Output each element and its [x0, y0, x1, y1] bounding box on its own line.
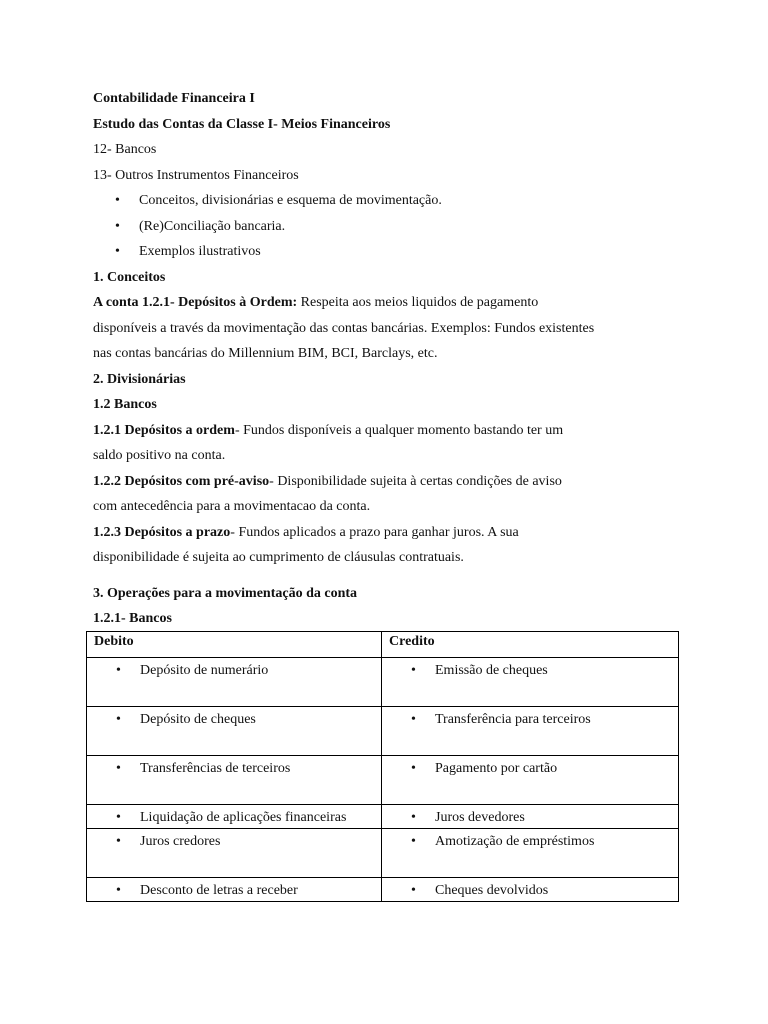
document-body — [93, 86, 693, 632]
bullet-icon: • — [411, 663, 416, 678]
section-3-heading: 3. Operações para a movimentação da conta — [93, 585, 358, 601]
conta-text: Respeita aos meios liquidos de pagamento — [297, 295, 539, 310]
table-row — [87, 805, 679, 829]
bullet-item — [93, 188, 693, 214]
debit-cell — [87, 878, 382, 902]
bullet-icon: • — [116, 761, 121, 776]
cell-text: Liquidação de aplicações financeiras — [140, 810, 347, 825]
bullet-icon: • — [115, 218, 120, 234]
doc-title: Contabilidade Financeira I — [93, 91, 255, 106]
bullet-icon: • — [411, 810, 416, 825]
divisionaria-2 — [93, 469, 693, 495]
cell-text: Transferência para terceiros — [435, 712, 591, 727]
bullet-icon: • — [116, 883, 121, 898]
table-row — [87, 658, 679, 707]
bullet-icon: • — [116, 663, 121, 678]
table-row — [87, 707, 679, 756]
bullet-icon: • — [116, 712, 121, 727]
debit-cell — [87, 756, 382, 805]
bullet-item — [93, 214, 693, 240]
cell-text: Juros credores — [140, 834, 221, 849]
debit-cell — [87, 707, 382, 756]
column-header-credito: Credito — [382, 632, 679, 658]
section-1-heading: 1. Conceitos — [93, 269, 166, 285]
credit-cell — [382, 707, 679, 756]
cell-text: Emissão de cheques — [435, 663, 548, 678]
divisionaria-label: 1.2.3 Depósitos a prazo — [93, 524, 231, 540]
divisionaria-label: 1.2.2 Depósitos com pré-aviso — [93, 473, 270, 489]
cell-text: Pagamento por cartão — [435, 761, 558, 776]
bullet-icon: • — [411, 712, 416, 727]
divisionaria-3 — [93, 520, 693, 546]
debit-cell — [87, 658, 382, 707]
section-2-sub: 1.2 Bancos — [93, 397, 157, 412]
divisionaria-text: - Disponibilidade sujeita à certas condições de aviso — [269, 473, 562, 489]
bullet-icon: • — [115, 193, 120, 208]
credit-cell — [382, 805, 679, 829]
debit-cell — [87, 829, 382, 878]
bullet-text: (Re)Conciliação bancaria. — [139, 218, 286, 234]
bullet-icon: • — [116, 810, 121, 825]
divisionaria-1 — [93, 418, 693, 444]
cell-text: Transferências de terceiros — [140, 761, 291, 776]
column-header-debito: Debito — [87, 632, 382, 658]
divisionaria-text: - Fundos aplicados a prazo para ganhar juros. A sua — [230, 524, 519, 540]
movement-table — [86, 631, 679, 902]
doc-subtitle: Estudo das Contas da Classe I- Meios Financeiros — [93, 116, 391, 132]
item-bancos: 12- Bancos — [93, 142, 157, 157]
spacer — [93, 571, 693, 581]
bullet-icon: • — [411, 834, 416, 849]
section-2-heading: 2. Divisionárias — [93, 371, 186, 387]
bullet-icon: • — [411, 883, 416, 898]
item-outros-instrumentos: 13- Outros Instrumentos Financeiros — [93, 167, 299, 183]
table-row — [87, 878, 679, 902]
divisionaria-1-cont: saldo positivo na conta. — [93, 448, 226, 463]
cell-text: Depósito de numerário — [140, 663, 269, 678]
bullet-item — [93, 239, 693, 265]
credit-cell — [382, 829, 679, 878]
table-header-row — [87, 632, 679, 658]
cell-text: Desconto de letras a receber — [140, 883, 298, 898]
divisionaria-3-cont: disponibilidade é sujeita ao cumprimento de cláusulas contratuais. — [93, 550, 464, 565]
section-1-paragraph-line: disponíveis a través da movimentação das contas bancárias. Exemplos: Fundos existentes — [93, 320, 595, 336]
credit-cell — [382, 756, 679, 805]
divisionaria-2-cont: com antecedência para a movimentacao da conta. — [93, 499, 371, 514]
debit-cell — [87, 805, 382, 829]
bullet-text: Exemplos ilustrativos — [139, 244, 261, 259]
section-1-paragraph-line: nas contas bancárias do Millennium BIM, BCI, Barclays, etc. — [93, 346, 438, 361]
section-1-paragraph-line — [93, 290, 693, 316]
table-row — [87, 756, 679, 805]
conta-label: A conta 1.2.1- Depósitos à Ordem: — [93, 295, 298, 310]
bullet-icon: • — [411, 761, 416, 776]
bullet-icon: • — [115, 244, 120, 259]
bullet-icon: • — [116, 834, 121, 849]
credit-cell — [382, 878, 679, 902]
bullet-text: Conceitos, divisionárias e esquema de movimentação. — [139, 193, 442, 208]
cell-text: Cheques devolvidos — [435, 883, 549, 898]
divisionaria-text: - Fundos disponíveis a qualquer momento bastando ter um — [234, 422, 564, 438]
section-3-sub: 1.2.1- Bancos — [93, 611, 172, 626]
cell-text: Juros devedores — [435, 810, 525, 825]
cell-text: Depósito de cheques — [140, 712, 256, 727]
cell-text: Amotização de empréstimos — [435, 834, 595, 849]
table-row — [87, 829, 679, 878]
divisionaria-label: 1.2.1 Depósitos a ordem — [93, 422, 235, 438]
credit-cell — [382, 658, 679, 707]
